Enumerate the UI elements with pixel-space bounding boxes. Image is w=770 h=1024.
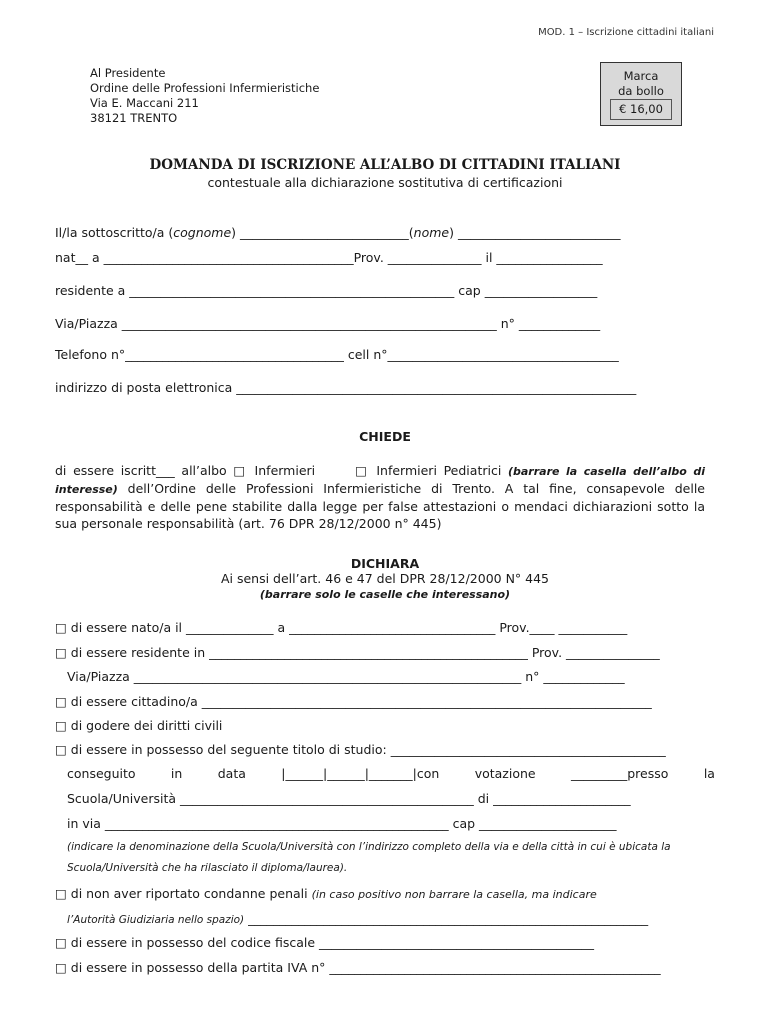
judicial-authority-row[interactable] xyxy=(67,911,648,926)
dichiara-subheading: Ai sensi dell’art. 46 e 47 del DPR 28/12/2000 N° 445 xyxy=(220,571,550,586)
email-row[interactable]: indirizzo di posta elettronica ________________________________________________________________ xyxy=(55,380,637,395)
school-address-row[interactable]: in via _______________________________________________________ cap ______________________ xyxy=(67,816,617,831)
chiede-paragraph xyxy=(55,462,705,532)
dichiara-heading: DICHIARA xyxy=(350,556,420,571)
chiede-text-start: di essere iscritt___ all’albo xyxy=(55,463,234,478)
tax-code-row[interactable]: □ di essere in possesso del codice fiscale ____________________________________________ xyxy=(55,935,595,950)
degree-grade-field[interactable]: _________presso xyxy=(571,766,669,781)
birth-row[interactable]: nat__ a ________________________________________Prov. _______________ il _________________ xyxy=(55,250,603,265)
judicial-authority-label: l’Autorità Giudiziaria nello spazio) xyxy=(67,914,245,926)
surname-field[interactable]: ) ___________________________( xyxy=(231,225,414,240)
criminal-record-note: (in caso positivo non barrare la casella, ma indicare xyxy=(311,888,597,901)
name-row-label: Il/la sottoscritto/a ( xyxy=(55,225,174,240)
revenue-stamp-box xyxy=(600,62,682,126)
degree-date-field[interactable]: |______|______|_______|con xyxy=(281,766,440,781)
degree-word: in xyxy=(170,766,183,781)
chiede-instruction: (barrare la casella dell’albo di interesse) xyxy=(55,465,706,496)
vat-number-row[interactable]: □ di essere in possesso della partita IVA n° _____________________________________________________ xyxy=(55,960,661,975)
civil-rights-declaration-row[interactable]: □ di godere dei diritti civili xyxy=(55,718,223,733)
chiede-heading: CHIEDE xyxy=(359,429,411,444)
school-row[interactable]: Scuola/Università _______________________________________________ di ______________________ xyxy=(67,791,631,806)
degree-date-row[interactable] xyxy=(67,766,715,781)
citizenship-declaration-row[interactable]: □ di essere cittadino/a ________________________________________________________________________ xyxy=(55,694,652,709)
form-code: MOD. 1 – Iscrizione cittadini italiani xyxy=(538,27,714,38)
stamp-amount: € 16,00 xyxy=(610,99,672,120)
stamp-line: da bollo xyxy=(618,83,664,98)
stamp-line: Marca xyxy=(623,68,659,83)
checkbox-infermieri[interactable]: □ Infermieri xyxy=(233,463,316,478)
name-row[interactable] xyxy=(55,225,705,240)
school-note: (indicare la denominazione della Scuola/Università con l’indirizzo completo della via e della città in cui è ubicata la Scuola/Università che ha rilasciato il diploma/laurea). xyxy=(67,841,671,874)
degree-word: conseguito xyxy=(67,766,136,781)
residence-declaration-row[interactable]: □ di essere residente in ___________________________________________________ Prov. _______________ xyxy=(55,645,660,660)
addressee-line: Via E. Maccani 211 xyxy=(90,96,199,110)
degree-word: la xyxy=(703,766,715,781)
birth-declaration-row[interactable]: □ di essere nato/a il ______________ a _________________________________ Prov.____ ___________ xyxy=(55,620,628,635)
degree-word: data xyxy=(217,766,246,781)
addressee-line: Ordine delle Professioni Infermieristiche xyxy=(90,81,320,95)
addressee-line: Al Presidente xyxy=(90,66,166,80)
judicial-authority-field[interactable]: ________________________________________________________________ xyxy=(244,911,649,926)
degree-word: votazione xyxy=(474,766,536,781)
firstname-label: nome xyxy=(413,225,450,240)
chiede-text-end: dell’Ordine delle Professioni Infermieristiche di Trento. A tal fine, consapevole delle responsabilità e delle pene stabilite dalla legge per false attestazioni o mendaci dichiarazioni sotto la sua personale responsabilità (art. 76 DPR 28/12/2000 n° 445) xyxy=(55,481,705,531)
addressee-line: 38121 TRENTO xyxy=(90,111,178,125)
addressee-block xyxy=(90,66,319,126)
criminal-record-row[interactable] xyxy=(55,886,597,901)
document-title: DOMANDA DI ISCRIZIONE ALL’ALBO DI CITTADINI ITALIANI xyxy=(149,157,621,173)
document-subtitle: contestuale alla dichiarazione sostitutiva di certificazioni xyxy=(207,175,563,190)
phone-row[interactable]: Telefono n°___________________________________ cell n°_____________________________________ xyxy=(55,347,619,362)
criminal-record-label: □ di non aver riportato condanne penali xyxy=(55,886,312,901)
dichiara-instruction: (barrare solo le caselle che interessano) xyxy=(259,588,511,601)
street-row[interactable]: Via/Piazza ____________________________________________________________ n° _____________ xyxy=(55,316,601,331)
firstname-field[interactable]: ) __________________________ xyxy=(449,225,621,240)
street-declaration-row[interactable]: Via/Piazza ______________________________________________________________ n° _____________ xyxy=(67,669,625,684)
study-title-row[interactable]: □ di essere in possesso del seguente titolo di studio: ____________________________________________ xyxy=(55,742,666,757)
residence-row[interactable]: residente a ____________________________________________________ cap __________________ xyxy=(55,283,598,298)
checkbox-infermieri-pediatrici[interactable]: □ Infermieri Pediatrici xyxy=(355,463,502,478)
surname-label: cognome xyxy=(173,225,232,240)
